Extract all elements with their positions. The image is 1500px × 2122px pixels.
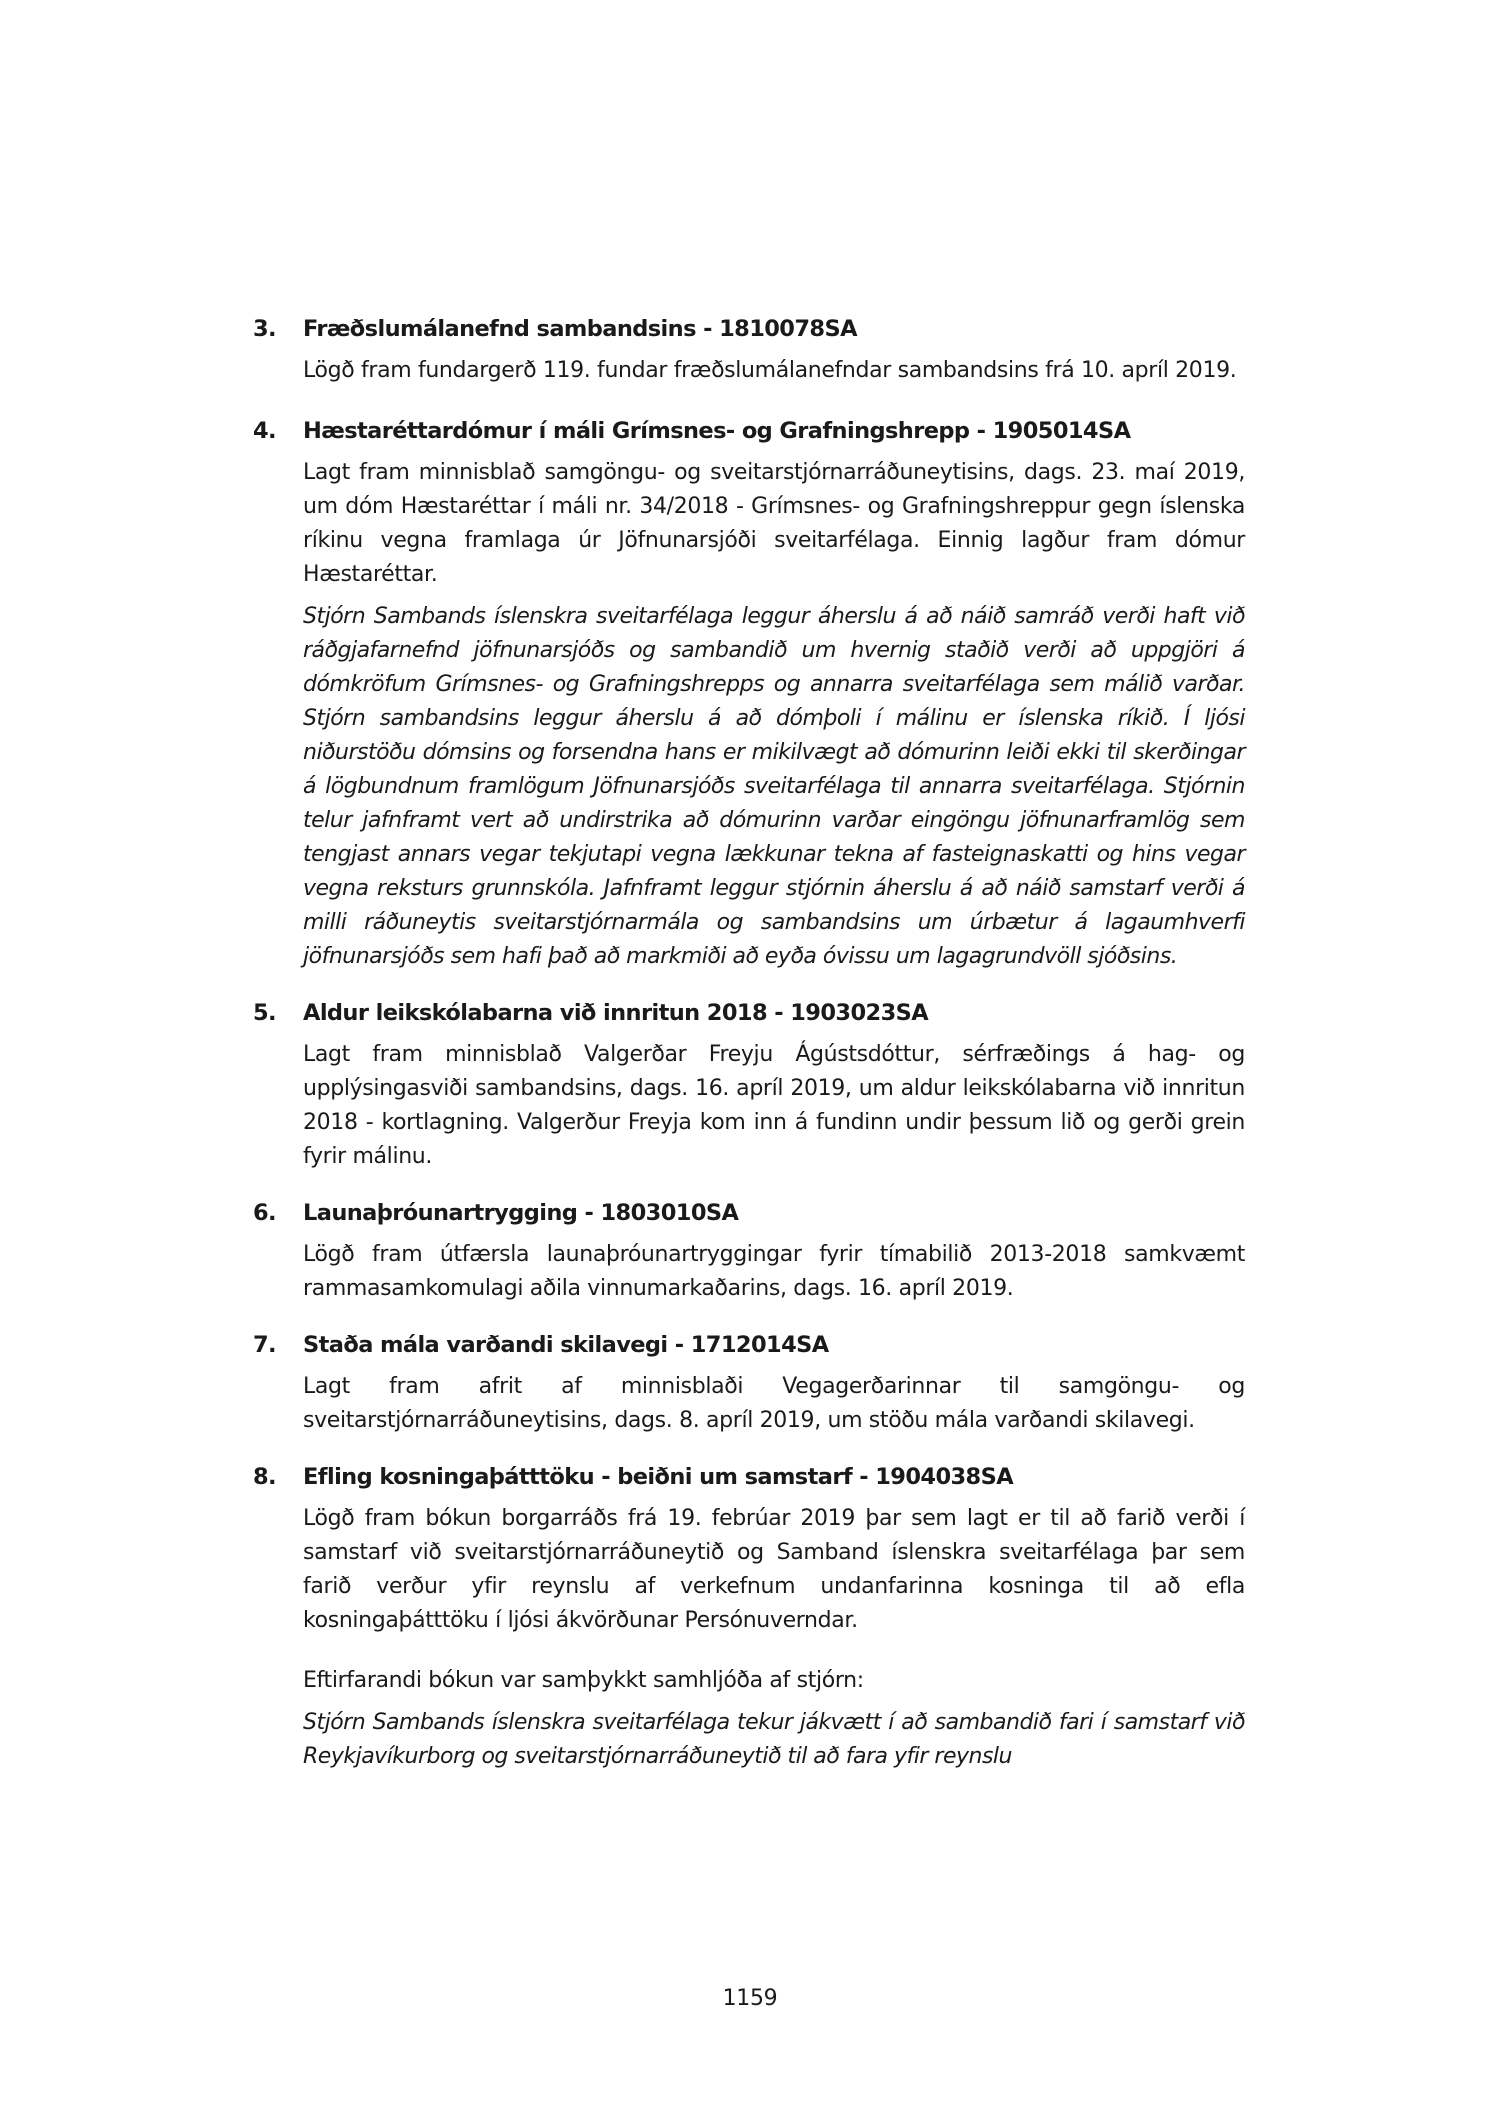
item-number: 6.: [253, 1200, 277, 1226]
item-paragraph: Lögð fram útfærsla launaþróunartryggingar fyrir tímabilið 2013-2018 samkvæmt rammasamkomulagi aðila vinnumarkaðarins, dags. 16. apríl 2019.: [303, 1242, 1245, 1301]
item-paragraph: Lögð fram fundargerð 119. fundar fræðslumálanefndar sambandsins frá 10. apríl 2019.: [303, 358, 1237, 383]
item-heading: [253, 996, 1245, 1030]
board-resolution-paragraph: Stjórn Sambands íslenskra sveitarfélaga leggur áherslu á að náið samráð verði haft við ráðgjafarnefnd jöfnunarsjóðs og sambandið um hvernig staðið verði að uppgjöri á dómkröfum Grímsnes- og Grafningshrepps og annarra sveitarfélaga sem málið varðar. Stjórn sambandsins leggur áherslu á að dómþoli í málinu er íslenska ríkið. Í ljósi niðurstöðu dómsins og forsendna hans er mikilvægt að dómurinn leiði ekki til skerðingar á lögbundnum framlögum Jöfnunarsjóðs sveitarfélaga til annarra sveitarfélaga. Stjórnin telur jafnframt vert að undirstrika að dómurinn varðar eingöngu jöfnunarframlög sem tengjast annars vegar tekjutapi vegna lækkunar tekna af fasteignaskatti og hins vegar vegna reksturs grunnskóla. Jafnframt leggur stjórnin áherslu á að náið samstarf verði á milli ráðuneytis sveitarstjórnarmála og sambandsins um úrbætur á lagaumhverfi jöfnunarsjóðs sem hafi það að markmiði að eyða óvissu um lagagrundvöll sjóðsins.: [303, 604, 1245, 969]
item-title: Staða mála varðandi skilavegi - 1712014SA: [303, 1332, 829, 1358]
item-number: 7.: [253, 1332, 277, 1358]
item-number: 5.: [253, 1000, 277, 1026]
item-number: 8.: [253, 1464, 277, 1490]
minutes-content: [253, 312, 1245, 1774]
item-heading: [253, 312, 1245, 346]
agenda-item-4: [253, 414, 1245, 974]
agenda-item-5: [253, 996, 1245, 1174]
agenda-item-3: [253, 312, 1245, 388]
item-heading: [253, 414, 1245, 448]
agenda-item-7: [253, 1328, 1245, 1438]
page-number: 1159: [722, 1986, 778, 2011]
item-heading: [253, 1196, 1245, 1230]
agenda-item-6: [253, 1196, 1245, 1306]
item-paragraph: Lögð fram bókun borgarráðs frá 19. febrúar 2019 þar sem lagt er til að farið verði í samstarf við sveitarstjórnarráðuneytið og Samband íslenskra sveitarfélaga þar sem farið verður yfir reynslu af verkefnum undanfarinna kosninga til að efla kosningaþátttöku í ljósi ákvörðunar Persónuverndar.: [303, 1506, 1245, 1633]
item-title: Efling kosningaþátttöku - beiðni um samstarf - 1904038SA: [303, 1464, 1014, 1490]
agenda-item-8: [253, 1460, 1245, 1774]
item-title: Fræðslumálanefnd sambandsins - 1810078SA: [303, 316, 857, 342]
item-title: Launaþróunartrygging - 1803010SA: [303, 1200, 739, 1226]
item-heading: [253, 1460, 1245, 1494]
resolution-intro: Eftirfarandi bókun var samþykkt samhljóða af stjórn:: [303, 1668, 864, 1693]
item-paragraph: Lagt fram afrit af minnisblaði Vegagerðarinnar til samgöngu- og sveitarstjórnarráðuneytisins, dags. 8. apríl 2019, um stöðu mála varðandi skilavegi.: [303, 1374, 1245, 1433]
item-heading: [253, 1328, 1245, 1362]
board-resolution-paragraph: Stjórn Sambands íslenskra sveitarfélaga tekur jákvætt í að sambandið fari í samstarf við Reykjavíkurborg og sveitarstjórnarráðuneytið til að fara yfir reynslu: [303, 1710, 1245, 1769]
item-title: Aldur leikskólabarna við innritun 2018 - 1903023SA: [303, 1000, 929, 1026]
item-number: 4.: [253, 418, 277, 444]
item-paragraph: Lagt fram minnisblað Valgerðar Freyju Ágústsdóttur, sérfræðings á hag- og upplýsingasviði sambandsins, dags. 16. apríl 2019, um aldur leikskólabarna við innritun 2018 - kortlagning. Valgerður Freyja kom inn á fundinn undir þessum lið og gerði grein fyrir málinu.: [303, 1042, 1245, 1169]
item-title: Hæstaréttardómur í máli Grímsnes- og Grafningshrepp - 1905014SA: [303, 418, 1131, 444]
item-paragraph: Lagt fram minnisblað samgöngu- og sveitarstjórnarráðuneytisins, dags. 23. maí 2019, um dóm Hæstaréttar í máli nr. 34/2018 - Grímsnes- og Grafningshreppur gegn íslenska ríkinu vegna framlaga úr Jöfnunarsjóði sveitarfélaga. Einnig lagður fram dómur Hæstaréttar.: [303, 460, 1245, 587]
item-number: 3.: [253, 316, 277, 342]
